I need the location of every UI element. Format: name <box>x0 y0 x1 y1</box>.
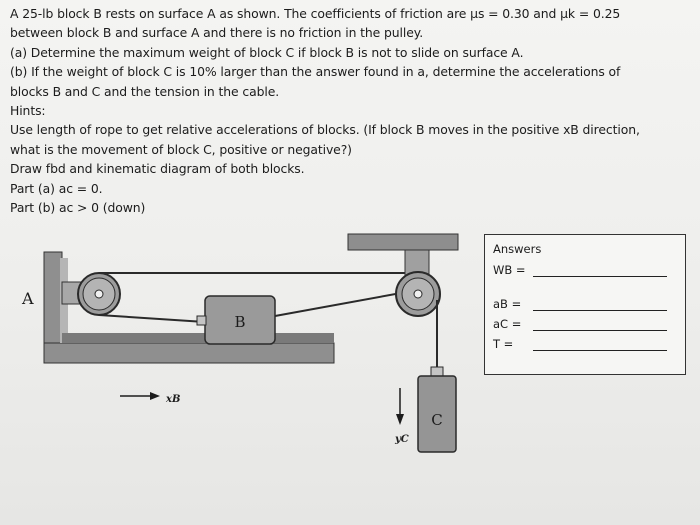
answer-ab-blank[interactable] <box>533 310 667 311</box>
label-c: C <box>431 411 443 429</box>
problem-line-5: blocks B and C and the tension in the cable. <box>10 83 280 99</box>
hint-line-3: Draw fbd and kinematic diagram of both blocks. <box>10 161 305 177</box>
right-pulley <box>396 272 440 316</box>
cable-lower-right <box>275 293 401 316</box>
cable-lower-left <box>99 315 205 322</box>
answer-t <box>493 337 679 353</box>
yc-arrow <box>394 388 409 445</box>
hint-part-b: Part (b) ac > 0 (down) <box>10 200 146 216</box>
hint-line-1: Use length of rope to get relative accelerations of blocks. (If block B moves in the positive xB direction, <box>10 122 640 138</box>
problem-line-4: (b) If the weight of block C is 10% larger than the answer found in a, determine the accelerations of <box>10 64 621 80</box>
answer-wb-blank[interactable] <box>533 276 667 277</box>
hint-part-a: Part (a) ac = 0. <box>10 180 103 196</box>
answer-t-label: T = <box>493 337 514 351</box>
hints-heading: Hints: <box>10 103 46 119</box>
answers-heading: Answers <box>493 242 542 256</box>
problem-statement <box>10 4 680 217</box>
answer-ac-label: aC = <box>493 317 522 331</box>
ceiling-support <box>348 234 458 278</box>
block-c <box>418 367 456 452</box>
answer-ab-label: aB = <box>493 297 522 311</box>
problem-line-3: (a) Determine the maximum weight of block C if block B is not to slide on surface A. <box>10 44 524 60</box>
xb-arrow <box>120 392 180 405</box>
problem-line-2: between block B and surface A and there is no friction in the pulley. <box>10 25 424 41</box>
label-b: B <box>234 313 246 331</box>
answer-ab <box>493 297 679 313</box>
label-yc: yC <box>395 434 409 445</box>
answer-ac-blank[interactable] <box>533 330 667 331</box>
problem-line-1: A 25-lb block B rests on surface A as shown. The coefficients of friction are μs = 0.30 and μk = 0.25 <box>10 6 621 21</box>
answer-wb-label: WB = <box>493 263 526 277</box>
hint-line-2: what is the movement of block C, positive or negative?) <box>10 141 352 157</box>
block-b <box>197 296 275 344</box>
label-a: A <box>22 289 34 308</box>
answers-box <box>484 234 686 375</box>
label-xb: xB <box>166 394 181 405</box>
answer-t-blank[interactable] <box>533 350 667 351</box>
answer-ac <box>493 317 679 333</box>
left-pulley <box>62 273 120 315</box>
answer-wb <box>493 263 679 279</box>
